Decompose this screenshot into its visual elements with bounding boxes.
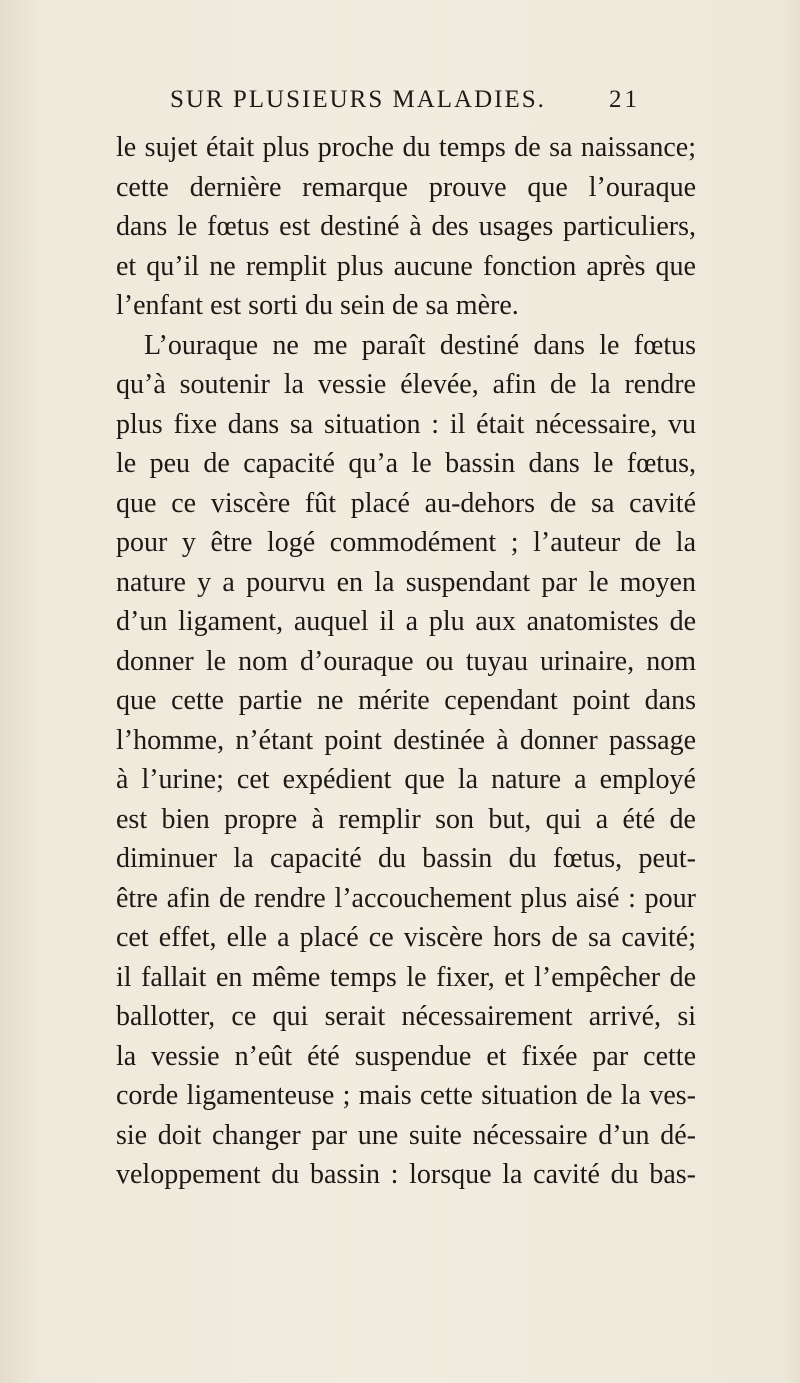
text-line: que ce viscère fût placé au-dehors de sa cavité bbox=[116, 487, 696, 519]
text-line: nature y a pourvu en la suspendant par le moyen bbox=[116, 566, 696, 598]
text-line: qu’à soutenir la vessie élevée, afin de la rendre bbox=[116, 369, 696, 400]
text-line: et qu’il ne remplit plus aucune fonction après que bbox=[116, 250, 696, 282]
text-line: pour y être logé commodément ; l’auteur de la bbox=[116, 527, 696, 558]
text-line: est bien propre à remplir son but, qui a été de bbox=[116, 803, 696, 835]
text-line: à l’urine; cet expédient que la nature a employé bbox=[116, 764, 696, 795]
text-line: dans le fœtus est destiné à des usages particuliers, bbox=[116, 211, 696, 242]
page-number: 21 bbox=[609, 86, 640, 113]
text-line: le sujet était plus proche du temps de sa naissance; bbox=[116, 132, 696, 163]
text-line: veloppement du bassin : lorsque la cavité du bas- bbox=[116, 1159, 696, 1190]
text-line: corde ligamenteuse ; mais cette situation de la ves- bbox=[116, 1080, 696, 1111]
text-line: le peu de capacité qu’a le bassin dans le fœtus, bbox=[116, 448, 696, 479]
text-line: d’un ligament, auquel il a plu aux anatomistes de bbox=[116, 606, 696, 637]
text-line: que cette partie ne mérite cependant point dans bbox=[116, 685, 696, 716]
text-line: donner le nom d’ouraque ou tuyau urinaire, nom bbox=[116, 645, 696, 677]
text-line: diminuer la capacité du bassin du fœtus, peut- bbox=[116, 843, 696, 874]
text-line: il fallait en même temps le fixer, et l’empêcher de bbox=[116, 961, 696, 993]
text-line: L’ouraque ne me paraît destiné dans le fœtus bbox=[144, 329, 696, 361]
running-title: SUR PLUSIEURS MALADIES. bbox=[170, 86, 546, 113]
page-header bbox=[170, 86, 640, 114]
text-line: l’homme, n’étant point destinée à donner passage bbox=[116, 724, 696, 756]
text-line: sie doit changer par une suite nécessaire d’un dé- bbox=[116, 1119, 696, 1151]
text-line: cette dernière remarque prouve que l’ouraque bbox=[116, 171, 696, 203]
body-text bbox=[116, 128, 696, 1195]
text-line: être afin de rendre l’accouchement plus aisé : pour bbox=[116, 882, 696, 914]
text-line: cet effet, elle a placé ce viscère hors de sa cavité; bbox=[116, 922, 696, 953]
text-line: l’enfant est sorti du sein de sa mère. bbox=[116, 290, 519, 321]
text-line: la vessie n’eût été suspendue et fixée par cette bbox=[116, 1040, 696, 1072]
text-line: ballotter, ce qui serait nécessairement arrivé, si bbox=[116, 1001, 696, 1032]
text-line: plus fixe dans sa situation : il était nécessaire, vu bbox=[116, 408, 696, 440]
